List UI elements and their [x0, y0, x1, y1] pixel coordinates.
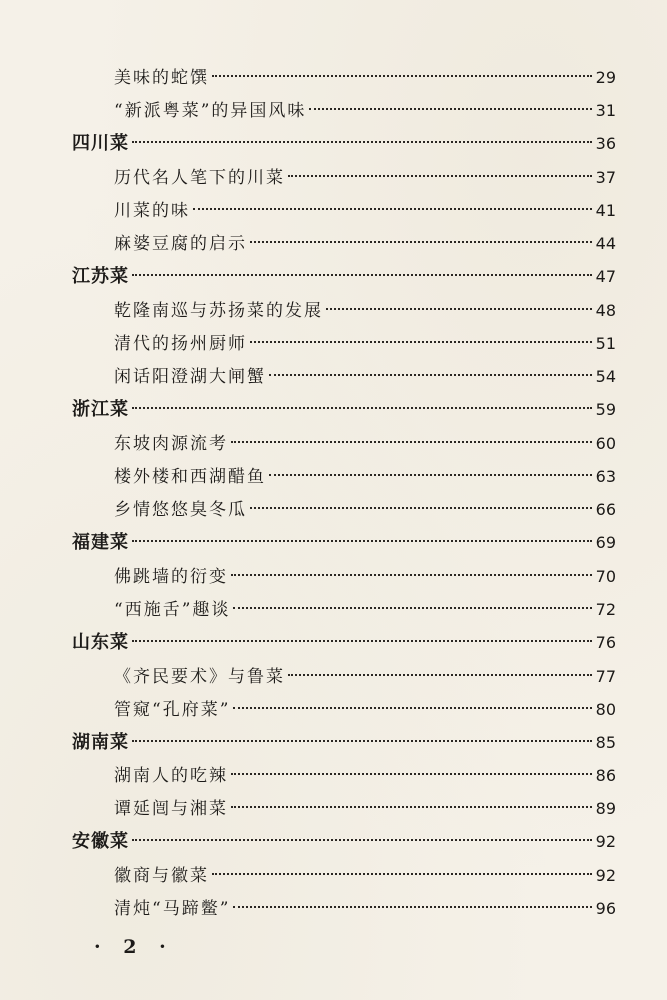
toc-entry-page: 86 [595, 766, 616, 785]
toc-entry-title: “新派粤菜”的异国风味 [114, 101, 307, 121]
toc-section-heading [72, 827, 616, 857]
toc-entry [114, 429, 616, 459]
toc-section-title: 浙江菜 [72, 399, 129, 420]
toc-entry-page: 48 [595, 301, 616, 320]
toc-section-title: 湖南菜 [72, 732, 129, 753]
toc-entry-page: 41 [595, 201, 616, 220]
dot-leader [326, 308, 592, 310]
toc-section-page: 69 [595, 533, 616, 552]
dot-leader [233, 607, 591, 609]
toc-entry-title: 管窥“孔府菜” [114, 700, 231, 720]
toc-entry-page: 29 [595, 68, 616, 87]
dot-leader [132, 407, 592, 409]
dot-leader [288, 674, 592, 676]
toc-entry [114, 794, 616, 824]
toc-entry [114, 196, 616, 226]
toc-section-title: 福建菜 [72, 532, 129, 553]
page-number: · 2 · [94, 936, 174, 958]
toc-section-title: 江苏菜 [72, 266, 129, 287]
dot-leader [132, 141, 592, 143]
dot-leader [132, 540, 592, 542]
dot-leader [231, 441, 592, 443]
toc-entry-page: 70 [595, 567, 616, 586]
toc-entry-page: 51 [595, 334, 616, 353]
toc-section-heading [72, 528, 616, 558]
toc-entry [114, 894, 616, 924]
toc-entry [114, 562, 616, 592]
toc-entry [114, 595, 616, 625]
toc-entry [114, 229, 616, 259]
toc-section-title: 安徽菜 [72, 831, 129, 852]
toc-section-heading [72, 628, 616, 658]
toc-entry [114, 296, 616, 326]
dot-leader [250, 241, 592, 243]
dot-leader [250, 341, 592, 343]
dot-leader [288, 175, 592, 177]
toc-entry-title: 乡情悠悠臭冬瓜 [114, 500, 247, 520]
toc-section-page: 92 [595, 832, 616, 851]
toc-entry [114, 662, 616, 692]
toc-section-heading [72, 728, 616, 758]
dot-leader [132, 740, 592, 742]
toc-entry-title: 清炖“马蹄鳖” [114, 899, 231, 919]
dot-leader [212, 75, 592, 77]
toc-entry-page: 80 [595, 700, 616, 719]
dot-leader [132, 274, 592, 276]
toc-entry-page: 72 [595, 600, 616, 619]
toc-section-page: 85 [595, 733, 616, 752]
toc-entry-title: 麻婆豆腐的启示 [114, 234, 247, 254]
toc-section-page: 36 [595, 134, 616, 153]
toc-entry-title: 川菜的味 [114, 201, 190, 221]
toc-entry-title: 《齐民要术》与鲁菜 [114, 667, 285, 687]
toc-entry-title: 湖南人的吃辣 [114, 766, 228, 786]
toc-section-title: 山东菜 [72, 632, 129, 653]
toc-section-page: 47 [595, 267, 616, 286]
toc-entry-page: 63 [595, 467, 616, 486]
toc-entry-title: 谭延闿与湘菜 [114, 799, 228, 819]
dot-leader [250, 507, 592, 509]
toc-entry [114, 695, 616, 725]
toc-entry-page: 44 [595, 234, 616, 253]
dot-leader [233, 707, 591, 709]
toc-entry-title: 徽商与徽菜 [114, 866, 209, 886]
toc-entry [114, 761, 616, 791]
dot-leader [231, 574, 592, 576]
toc-entry-page: 89 [595, 799, 616, 818]
toc-section-page: 76 [595, 633, 616, 652]
dot-leader [231, 773, 592, 775]
toc-entry [114, 63, 616, 93]
toc-entry-title: 佛跳墙的衍变 [114, 567, 228, 587]
dot-leader [132, 640, 592, 642]
toc-entry [114, 163, 616, 193]
toc-entry [114, 861, 616, 891]
toc-entry-title: 东坡肉源流考 [114, 434, 228, 454]
toc-entry-page: 96 [595, 899, 616, 918]
toc-entry-page: 54 [595, 367, 616, 386]
toc-entry-page: 66 [595, 500, 616, 519]
toc-entry-title: 闲话阳澄湖大闸蟹 [114, 367, 266, 387]
toc-entry [114, 96, 616, 126]
toc-section-heading [72, 395, 616, 425]
dot-leader [233, 906, 591, 908]
toc-entry [114, 362, 616, 392]
toc-entry-title: 清代的扬州厨师 [114, 334, 247, 354]
dot-leader [132, 839, 592, 841]
toc-entry-page: 77 [595, 667, 616, 686]
toc-entry-title: 美味的蛇馔 [114, 68, 209, 88]
toc-section-title: 四川菜 [72, 133, 129, 154]
dot-leader [231, 806, 592, 808]
toc-entry-title: “西施舌”趣谈 [114, 600, 231, 620]
toc-entry [114, 462, 616, 492]
toc-entry-page: 60 [595, 434, 616, 453]
toc-entry [114, 329, 616, 359]
dot-leader [193, 208, 592, 210]
dot-leader [269, 474, 592, 476]
toc-section-page: 59 [595, 400, 616, 419]
dot-leader [212, 873, 592, 875]
toc-entry-page: 31 [595, 101, 616, 120]
toc-entry-page: 37 [595, 168, 616, 187]
toc-entry-title: 历代名人笔下的川菜 [114, 168, 285, 188]
dot-leader [309, 108, 591, 110]
toc-section-heading [72, 262, 616, 292]
toc-section-heading [72, 129, 616, 159]
toc-entry-title: 楼外楼和西湖醋鱼 [114, 467, 266, 487]
toc-entry-title: 乾隆南巡与苏扬菜的发展 [114, 301, 323, 321]
toc-entry-page: 92 [595, 866, 616, 885]
toc-entry [114, 495, 616, 525]
dot-leader [269, 374, 592, 376]
